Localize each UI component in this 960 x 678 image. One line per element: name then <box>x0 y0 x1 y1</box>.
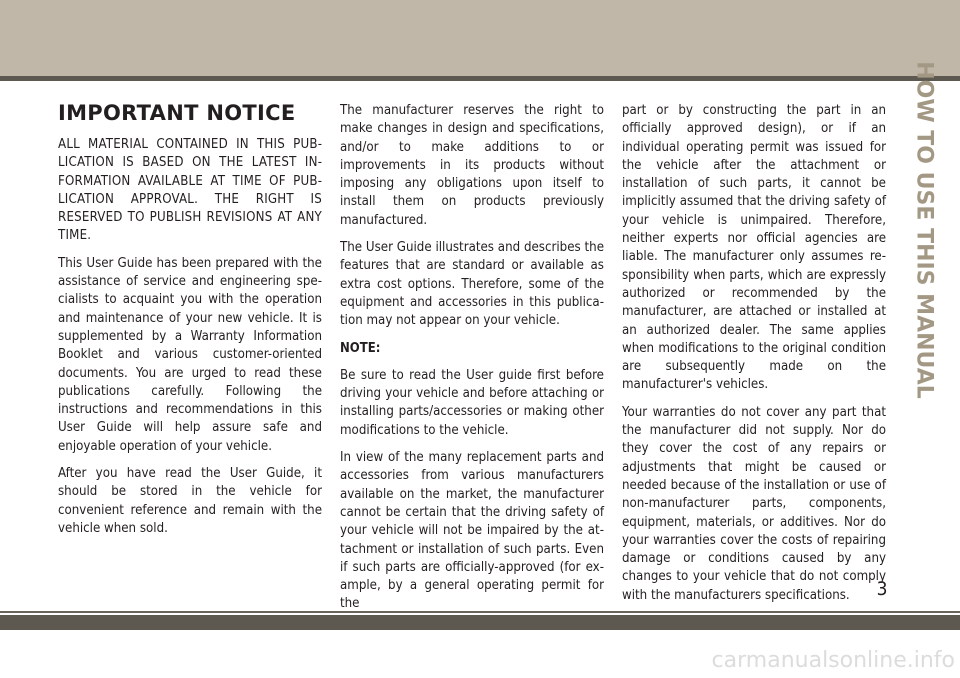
footer-rule <box>0 611 960 613</box>
paragraph: After you have read the User Guide, it should be stored in the vehicle for convenient reference and remain with the vehicle when sold. <box>58 466 322 536</box>
column-3 <box>622 102 886 614</box>
section-tab <box>911 61 937 399</box>
paragraph: The User Guide illustrates and describes the features that are standard or available as extra cost options. Therefore, some of the equipment and accessories in this publication may not appear on your vehicle. <box>340 240 604 329</box>
section-tab-label: HOW TO USE THIS MANUAL <box>911 61 937 399</box>
column-2 <box>340 102 604 623</box>
footer-band <box>0 615 960 630</box>
paragraph: The manufacturer reserves the right to make changes in design and specifications, and/or to make additions to or improvements in its products without imposing any obligations upon itself to install them on products previously manufactured. <box>340 103 604 228</box>
column-1 <box>58 100 322 547</box>
watermark: carmanualsonline.info <box>711 648 955 673</box>
caps-notice: ALL MATERIAL CONTAINED IN THIS PUBLICATION IS BASED ON THE LATEST INFORMATION AVAILABLE AT TIME OF PUBLICATION APPROVAL. THE RIGHT IS RESERVED TO PUBLISH REVISIONS AT ANY TIME. <box>58 137 322 244</box>
paragraph: Your warranties do not cover any part that the manufacturer did not supply. Nor do they cover the cost of any repairs or adjustments that might be caused or needed because of the installation or use of non-manufacturer parts, components, equipment, materials, or additives. Nor do your warranties cover the costs of repairing damage or conditions caused by any changes to your vehicle that do not comply with the manufacturers specifications. <box>622 404 886 603</box>
paragraph: This User Guide has been prepared with the assistance of service and engineering specialists to acquaint you with the operation and maintenance of your new vehicle. It is supplemented by a Warranty Information Booklet and various customer-oriented documents. You are urged to read these publications carefully. Following the instructions and recommendations in this User Guide will help assure safe and enjoyable operation of your vehicle. <box>58 255 322 454</box>
header-band <box>0 0 960 76</box>
page-title: IMPORTANT NOTICE <box>58 101 296 125</box>
header-rule <box>0 76 960 81</box>
note-label: NOTE: <box>340 340 381 356</box>
page-number: 3 <box>876 578 888 600</box>
paragraph: In view of the many replacement parts and accessories from various manufacturers available on the market, the manufacturer cannot be certain that the driving safety of your vehicle will not be impaired by the attachment or installation of such parts. Even if such parts are officially-approved (for example, by a general operating permit for the <box>340 450 604 612</box>
note-text: Be sure to read the User guide first before driving your vehicle and before attaching or installing parts/accessories or making other modifications to the vehicle. <box>340 367 604 438</box>
paragraph: part or by constructing the part in an officially approved design), or if an individual operating permit was issued for the vehicle after the attachment or installation of such parts, it cannot be implicitly assumed that the driving safety of your vehicle is unimpaired. Therefore, neither experts nor official agencies are liable. The manufacturer only assumes responsibility when parts, which are expressly authorized or recommended by the manufacturer, are attached or installed at an authorized dealer. The same applies when modifications to the original condition are subsequently made on the manufacturer's vehicles. <box>622 103 886 393</box>
